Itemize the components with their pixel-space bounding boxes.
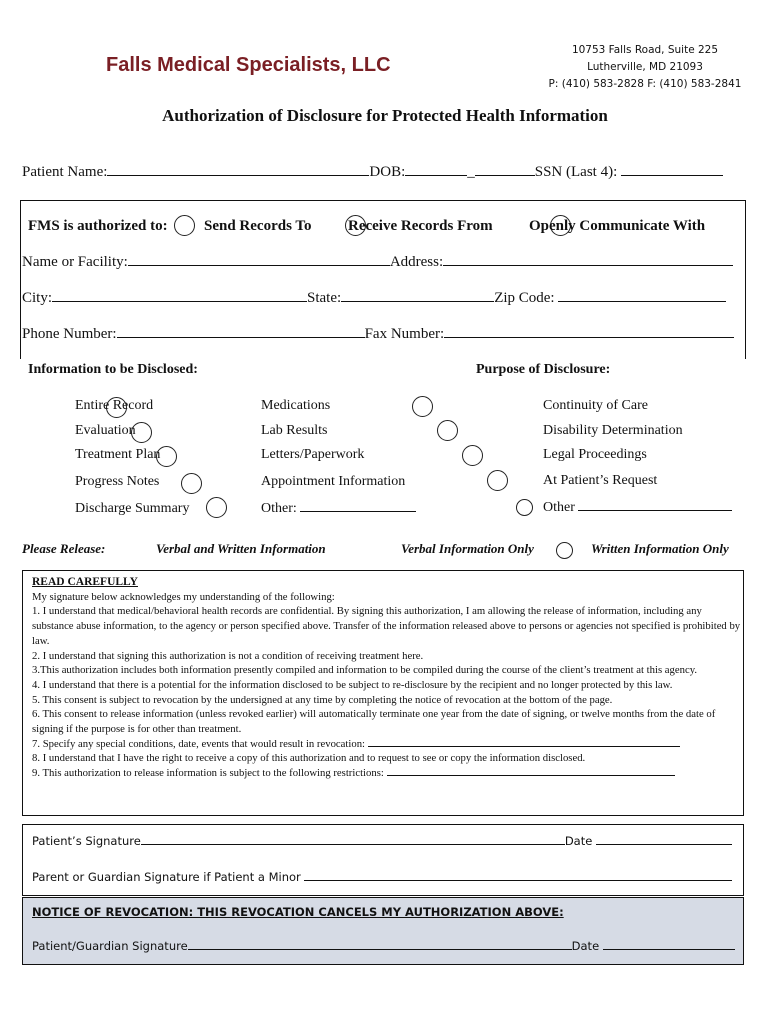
patient-name-label: Patient Name: — [22, 164, 108, 180]
acknowledgement-1: 1. I understand that medical/behavioral health records are confidential. By signing this authorization, I am allowing the release of information, including any substance abuse information, to the agency or person specified above. Transfer of the information released above to persons or agencies not specified is prohibited by law. — [32, 605, 741, 647]
verbal-only-label: Verbal Information Only — [401, 541, 534, 556]
authorization-row — [28, 218, 168, 235]
zip-field[interactable] — [558, 301, 726, 302]
other-info-label: Other: — [261, 501, 297, 516]
facility-name-field[interactable] — [128, 265, 390, 266]
phone-fax-row — [22, 326, 734, 343]
company-address — [540, 42, 750, 93]
acknowledgement-3: 3.This authorization includes both information presently compiled and information to be compiled during the course of the client’s treatment at this agency. — [32, 664, 698, 677]
discharge-summary-label: Discharge Summary — [75, 501, 190, 516]
revocation-conditions-field[interactable] — [368, 746, 680, 747]
revocation-signature-label: Patient/Guardian Signature — [32, 939, 188, 953]
state-label: State: — [307, 290, 342, 306]
dob-field-part2[interactable] — [475, 175, 535, 176]
patient-date-field[interactable] — [596, 844, 732, 845]
letters-paperwork-radio[interactable] — [462, 445, 483, 466]
revocation-heading: NOTICE OF REVOCATION: THIS REVOCATION CANCELS MY AUTHORIZATION ABOVE: — [32, 905, 564, 919]
read-carefully-text — [32, 575, 742, 781]
facility-name-label: Name or Facility: — [22, 254, 128, 270]
revocation-date-field[interactable] — [603, 949, 735, 950]
treatment-plan-label: Treatment Plan — [75, 447, 161, 462]
verbal-written-label: Verbal and Written Information — [156, 541, 326, 556]
city-field[interactable] — [52, 301, 307, 302]
restrictions-field[interactable] — [387, 775, 675, 776]
disability-determination-label: Disability Determination — [543, 423, 683, 438]
guardian-signature-field[interactable] — [304, 880, 732, 881]
city-state-zip-row — [22, 290, 726, 307]
phone-label: Phone Number: — [22, 326, 117, 342]
entire-record-label: Entire Record — [75, 398, 154, 413]
ssn-field[interactable] — [621, 175, 723, 176]
discharge-summary-radio[interactable] — [206, 497, 227, 518]
progress-notes-label: Progress Notes — [75, 474, 160, 489]
revocation-signature-row — [32, 939, 735, 953]
other-info-field[interactable] — [300, 511, 416, 512]
read-carefully-intro: My signature below acknowledges my understanding of the following: — [32, 590, 335, 603]
patient-signature-row — [32, 834, 732, 848]
state-field[interactable] — [341, 301, 494, 302]
patient-signature-field[interactable] — [141, 844, 565, 845]
guardian-signature-label: Parent or Guardian Signature if Patient a Minor — [32, 870, 301, 884]
patient-date-label: Date — [564, 834, 593, 848]
dob-field-part1[interactable] — [405, 175, 467, 176]
fax-field[interactable] — [444, 337, 734, 338]
dob-separator: _ — [467, 164, 475, 180]
other-purpose-field[interactable] — [578, 510, 732, 511]
verbal-written-radio[interactable] — [556, 542, 573, 559]
letters-paperwork-label: Letters/Paperwork — [261, 447, 365, 462]
info-disclosed-heading: Information to be Disclosed: — [28, 362, 198, 377]
purpose-heading: Purpose of Disclosure: — [476, 362, 611, 377]
read-carefully-heading: READ CAREFULLY — [32, 576, 138, 588]
appointment-info-radio[interactable] — [487, 470, 508, 491]
acknowledgement-5: 5. This consent is subject to revocation by the undersigned at any time by completing the notice of revocation at the bottom of the page. — [32, 693, 613, 706]
acknowledgement-4: 4. I understand that there is a potential for the information disclosed to be subject to re-disclosure by the recipient and no longer protected by this law. — [32, 678, 673, 691]
progress-notes-radio[interactable] — [181, 473, 202, 494]
patient-signature-label: Patient’s Signature — [32, 834, 141, 848]
revocation-date-label: Date — [571, 939, 600, 953]
please-release-label: Please Release: — [22, 541, 106, 556]
acknowledgement-6: 6. This consent to release information (unless revoked earlier) will automatically terminate one year from the date of signing, or twelve months from the date of signing if the purpose is for other than treatment. — [32, 708, 716, 736]
other-purpose-row — [543, 500, 732, 516]
company-name: Falls Medical Specialists, LLC — [106, 54, 391, 76]
other-purpose-label: Other — [543, 500, 575, 515]
form-title: Authorization of Disclosure for Protected Health Information — [162, 106, 608, 125]
zip-label: Zip Code: — [494, 290, 555, 306]
written-only-label: Written Information Only — [591, 541, 729, 556]
acknowledgement-9: 9. This authorization to release information is subject to the following restrictions: — [32, 767, 384, 780]
acknowledgement-2: 2. I understand that signing this authorization is not a condition of receiving treatment here. — [32, 649, 424, 662]
address-label: Address: — [389, 254, 444, 270]
other-info-radio[interactable] — [516, 499, 533, 516]
acknowledgement-7: 7. Specify any special conditions, date, events that would result in revocation: — [32, 737, 366, 750]
acknowledgement-9-row — [32, 766, 742, 781]
phone-fax: P: (410) 583-2828 F: (410) 583-2841 — [548, 78, 742, 90]
acknowledgement-7-row — [32, 737, 742, 752]
acknowledgement-8: 8. I understand that I have the right to receive a copy of this authorization and to request to see or copy the information disclosed. — [32, 752, 586, 765]
lab-results-label: Lab Results — [261, 423, 328, 438]
patient-name-field[interactable] — [107, 175, 369, 176]
ssn-label: SSN (Last 4): — [534, 164, 618, 180]
city-label: City: — [22, 290, 53, 306]
authorization-label: FMS is authorized to: — [28, 218, 168, 234]
dob-label: DOB: — [369, 164, 406, 180]
evaluation-label: Evaluation — [75, 423, 136, 438]
facility-row — [22, 254, 733, 271]
address-line-1: 10753 Falls Road, Suite 225 — [571, 44, 719, 56]
openly-communicate-label: Openly Communicate With — [529, 218, 706, 234]
send-records-radio[interactable] — [174, 215, 195, 236]
revocation-signature-field[interactable] — [188, 949, 572, 950]
continuity-of-care-label: Continuity of Care — [543, 398, 648, 413]
patients-request-label: At Patient’s Request — [543, 473, 658, 488]
address-line-2: Lutherville, MD 21093 — [587, 61, 703, 73]
medications-label: Medications — [261, 398, 331, 413]
receive-records-label: Receive Records From — [348, 218, 493, 234]
other-info-row — [261, 501, 416, 517]
lab-results-radio[interactable] — [437, 420, 458, 441]
guardian-signature-row — [32, 870, 732, 884]
phone-field[interactable] — [117, 337, 365, 338]
send-records-label: Send Records To — [204, 218, 312, 234]
medications-radio[interactable] — [412, 396, 433, 417]
patient-info-row — [22, 164, 723, 181]
fax-label: Fax Number: — [364, 326, 445, 342]
legal-proceedings-label: Legal Proceedings — [543, 447, 647, 462]
address-field[interactable] — [443, 265, 733, 266]
appointment-info-label: Appointment Information — [261, 474, 406, 489]
